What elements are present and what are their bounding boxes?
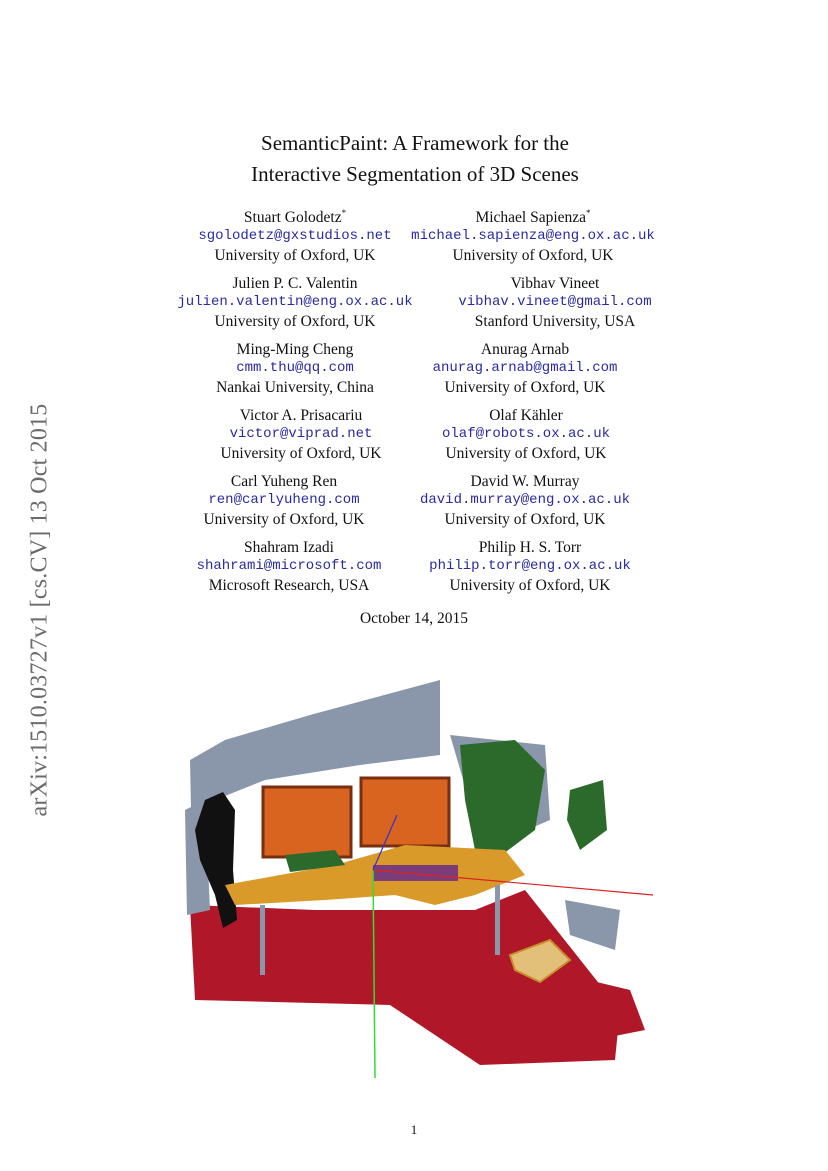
author-email[interactable]: julien.valentin@eng.ox.ac.uk (177, 294, 413, 310)
axis-green-line (373, 870, 375, 1078)
author-email[interactable]: vibhav.vineet@gmail.com (458, 294, 652, 310)
author-affiliation: University of Oxford, UK (214, 247, 376, 264)
author-email[interactable]: philip.torr@eng.ox.ac.uk (429, 558, 631, 574)
author-affiliation: Stanford University, USA (474, 313, 636, 330)
author-name: Anurag Arnab (480, 341, 570, 358)
plant-region (460, 740, 545, 860)
paper-title (160, 128, 670, 190)
author-name: Julien P. C. Valentin (232, 275, 358, 292)
author-block (383, 208, 683, 265)
small-plant-region (567, 780, 607, 850)
author-email[interactable]: shahrami@microsoft.com (196, 558, 382, 574)
author-block (380, 538, 680, 595)
keyboard-region (373, 865, 458, 881)
author-affiliation: University of Oxford, UK (214, 313, 376, 330)
arxiv-side-stamp: arXiv:1510.03727v1 [cs.CV] 13 Oct 2015 (26, 403, 53, 817)
author-name: Stuart Golodetz* (243, 207, 347, 226)
author-name: Carl Yuheng Ren (230, 473, 338, 490)
author-affiliation: Microsoft Research, USA (208, 577, 370, 594)
author-affiliation: Nankai University, China (216, 379, 374, 396)
author-block (375, 340, 675, 397)
author-affiliation: University of Oxford, UK (449, 577, 611, 594)
desk-leg (495, 885, 500, 955)
author-affiliation: University of Oxford, UK (203, 511, 365, 528)
author-name: David W. Murray (470, 473, 580, 490)
author-email[interactable]: michael.sapienza@eng.ox.ac.uk (411, 228, 655, 244)
monitor-right-region (361, 778, 449, 846)
author-name: Olaf Kähler (489, 407, 563, 424)
author-name: Vibhav Vineet (510, 275, 600, 292)
author-affiliation: University of Oxford, UK (445, 445, 607, 462)
author-email[interactable]: cmm.thu@qq.com (236, 360, 354, 376)
author-email[interactable]: olaf@robots.ox.ac.uk (441, 426, 611, 442)
author-email[interactable]: anurag.arnab@gmail.com (432, 360, 618, 376)
desk-leg (260, 905, 265, 975)
author-block (375, 472, 675, 529)
author-affiliation: University of Oxford, UK (444, 379, 606, 396)
title-line-1: SemanticPaint: A Framework for the (261, 131, 569, 155)
monitor-left-region (263, 787, 351, 857)
author-email[interactable]: david.murray@eng.ox.ac.uk (419, 492, 631, 508)
author-name: Michael Sapienza* (475, 207, 591, 226)
author-name: Philip H. S. Torr (478, 539, 582, 556)
author-affiliation: University of Oxford, UK (444, 511, 606, 528)
author-affiliation: University of Oxford, UK (220, 445, 382, 462)
author-email[interactable]: sgolodetz@gxstudios.net (198, 228, 392, 244)
author-name: Victor A. Prisacariu (239, 407, 363, 424)
segmented-scene-figure (175, 660, 655, 1080)
author-affiliation: University of Oxford, UK (452, 247, 614, 264)
author-email[interactable]: victor@viprad.net (229, 426, 373, 442)
title-line-2: Interactive Segmentation of 3D Scenes (251, 162, 579, 186)
author-block (145, 274, 445, 331)
right-wall-lower-region (565, 900, 620, 950)
author-email[interactable]: ren@carlyuheng.com (208, 492, 360, 508)
author-block (376, 406, 676, 463)
author-name: Ming-Ming Cheng (236, 341, 354, 358)
author-name: Shahram Izadi (244, 539, 334, 556)
author-block (405, 274, 705, 331)
page-number: 1 (410, 1122, 418, 1137)
paper-date: October 14, 2015 (359, 610, 469, 627)
